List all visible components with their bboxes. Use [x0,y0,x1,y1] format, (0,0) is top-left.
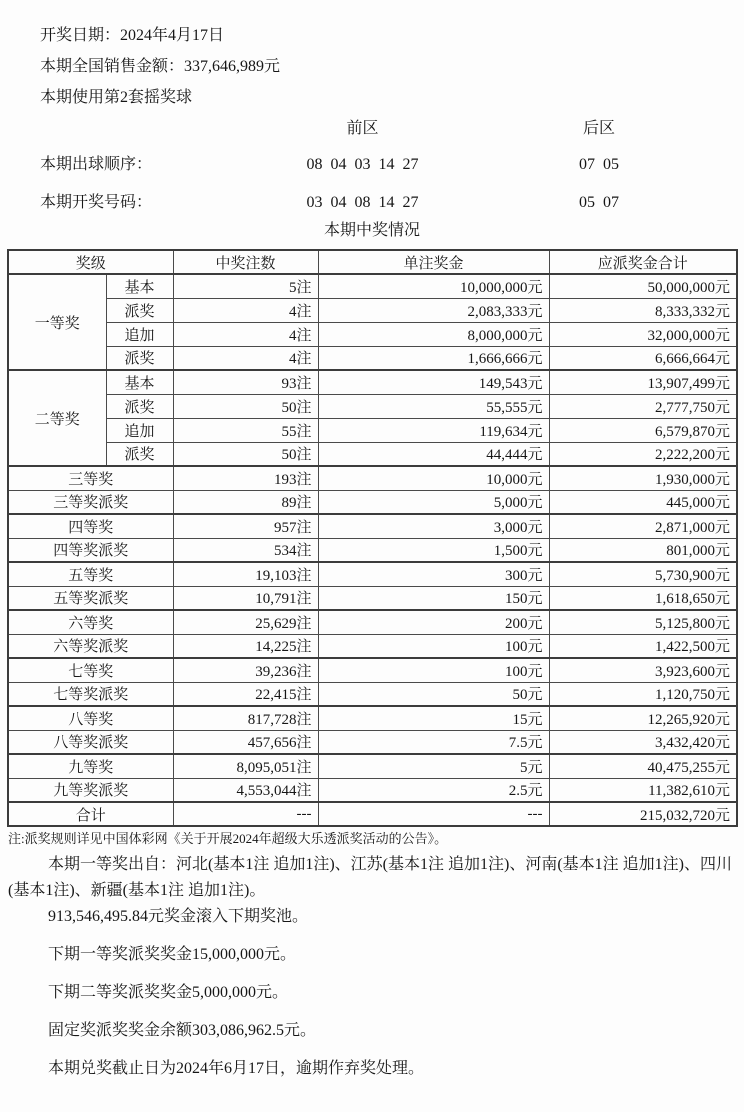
ball-order-front-numbers: 08 04 03 14 27 [306,156,419,173]
winners-count-cell: 457,656注 [173,730,318,754]
prize-table-header-single-prize: 单注奖金 [318,250,549,274]
prize-subtype-label: 追加 [106,418,173,442]
table-row [8,730,737,754]
single-prize-cell: 100元 [318,658,549,682]
winners-count-cell: 193注 [173,466,318,490]
total-prize-cell: 6,666,664元 [549,346,737,370]
winning-numbers-label: 本期开奖号码： [40,194,153,211]
prize-subtype-label: 基本 [106,370,173,394]
total-prize-cell: 801,000元 [549,538,737,562]
total-prize-cell: 2,871,000元 [549,514,737,538]
table-row [8,394,737,418]
prize-level-label: 六等奖派奖 [8,634,173,658]
table-row [8,802,737,826]
rollover-amount-paragraph: 913,546,495.84元奖金滚入下期奖池。 [48,908,309,925]
winners-count-cell: 4注 [173,298,318,322]
single-prize-cell: 300元 [318,562,549,586]
table-row [8,418,737,442]
winners-count-cell: 817,728注 [173,706,318,730]
winners-count-cell: 534注 [173,538,318,562]
first-prize-origin-paragraph: 本期一等奖出自：河北(基本1注 追加1注)、江苏(基本1注 追加1注)、河南(基本1注 追加1注)、四川(基本1注)、新疆(基本1注 追加1注)。 [8,856,732,899]
sales-amount-line: 本期全国销售金额：337,646,989元 [40,58,281,75]
table-row [8,322,737,346]
winners-count-cell: 50注 [173,394,318,418]
winning-front-numbers: 03 04 08 14 27 [306,194,419,211]
prize-subtype-label: 派奖 [106,442,173,466]
prize-level-label: 四等奖派奖 [8,538,173,562]
total-prize-cell: 3,432,420元 [549,730,737,754]
table-row [8,490,737,514]
table-row [8,610,737,634]
zone-header-spacer [40,119,255,139]
prize-table-header-total-prize: 应派奖金合计 [549,250,737,274]
total-prize-cell: 12,265,920元 [549,706,737,730]
prize-table [7,249,738,827]
total-prize-cell: 5,730,900元 [549,562,737,586]
prize-level-label: 七等奖派奖 [8,682,173,706]
prize-table-body [8,274,737,826]
table-row [8,706,737,730]
winners-count-cell: 4,553,044注 [173,778,318,802]
total-prize-cell: 8,333,332元 [549,298,737,322]
table-row [8,682,737,706]
winners-count-cell: 14,225注 [173,634,318,658]
single-prize-cell: 119,634元 [318,418,549,442]
prize-level-label: 四等奖 [8,514,173,538]
single-prize-cell: 5元 [318,754,549,778]
single-prize-cell: --- [318,802,549,826]
total-prize-cell: 1,618,650元 [549,586,737,610]
fixed-prize-balance-paragraph: 固定奖派奖奖金余额303,086,962.5元。 [48,1022,317,1039]
prize-level-label: 三等奖派奖 [8,490,173,514]
prize-tier-label: 一等奖 [8,274,106,370]
table-row [8,370,737,394]
table-row [8,562,737,586]
single-prize-cell: 10,000,000元 [318,274,549,298]
single-prize-cell: 150元 [318,586,549,610]
single-prize-cell: 2,083,333元 [318,298,549,322]
total-prize-cell: 5,125,800元 [549,610,737,634]
total-prize-cell: 50,000,000元 [549,274,737,298]
winners-count-cell: 19,103注 [173,562,318,586]
single-prize-cell: 1,500元 [318,538,549,562]
single-prize-cell: 8,000,000元 [318,322,549,346]
prize-level-label: 五等奖派奖 [8,586,173,610]
ball-set-line: 本期使用第2套摇奖球 [40,89,193,106]
winners-count-cell: 5注 [173,274,318,298]
total-prize-cell: 1,422,500元 [549,634,737,658]
single-prize-cell: 50元 [318,682,549,706]
winners-count-cell: 4注 [173,322,318,346]
winning-back-numbers: 05 07 [579,194,619,211]
single-prize-cell: 55,555元 [318,394,549,418]
total-prize-cell: 2,222,200元 [549,442,737,466]
single-prize-cell: 149,543元 [318,370,549,394]
winners-count-cell: 93注 [173,370,318,394]
single-prize-cell: 3,000元 [318,514,549,538]
zone-header-row [0,119,744,139]
total-prize-cell: 1,930,000元 [549,466,737,490]
table-row [8,514,737,538]
total-prize-cell: 1,120,750元 [549,682,737,706]
prize-level-label: 九等奖派奖 [8,778,173,802]
prize-level-label: 三等奖 [8,466,173,490]
table-row [8,586,737,610]
back-zone-label: 后区 [582,120,615,137]
ball-order-label: 本期出球顺序： [40,156,153,173]
total-prize-cell: 3,923,600元 [549,658,737,682]
winners-count-cell: 22,415注 [173,682,318,706]
table-row [8,298,737,322]
prize-subtype-label: 基本 [106,274,173,298]
single-prize-cell: 7.5元 [318,730,549,754]
front-zone-label: 前区 [346,120,379,137]
single-prize-cell: 100元 [318,634,549,658]
table-row [8,274,737,298]
table-row [8,442,737,466]
single-prize-cell: 200元 [318,610,549,634]
prize-level-label: 五等奖 [8,562,173,586]
total-prize-cell: 2,777,750元 [549,394,737,418]
table-row [8,754,737,778]
ball-order-row [0,155,744,175]
winners-count-cell: 25,629注 [173,610,318,634]
total-prize-cell: 445,000元 [549,490,737,514]
claim-deadline-paragraph: 本期兑奖截止日为2024年6月17日，逾期作弃奖处理。 [48,1060,425,1077]
total-prize-cell: 40,475,255元 [549,754,737,778]
total-prize-cell: 11,382,610元 [549,778,737,802]
rule-note: 注:派奖规则详见中国体彩网《关于开展2024年超级大乐透派奖活动的公告》。 [8,831,448,846]
winners-count-cell: 89注 [173,490,318,514]
single-prize-cell: 44,444元 [318,442,549,466]
prize-table-header-count: 中奖注数 [173,250,318,274]
draw-date-line: 开奖日期：2024年4月17日 [40,27,225,44]
winners-count-cell: --- [173,802,318,826]
next-first-prize-bonus-paragraph: 下期一等奖派奖奖金15,000,000元。 [48,946,297,963]
prize-level-label: 七等奖 [8,658,173,682]
table-row [8,538,737,562]
prize-table-title: 本期中奖情况 [323,222,420,239]
prize-level-label: 合计 [8,802,173,826]
single-prize-cell: 10,000元 [318,466,549,490]
winners-count-cell: 4注 [173,346,318,370]
prize-level-label: 八等奖派奖 [8,730,173,754]
winners-count-cell: 55注 [173,418,318,442]
prize-level-label: 九等奖 [8,754,173,778]
prize-level-label: 六等奖 [8,610,173,634]
table-row [8,634,737,658]
winning-numbers-row [0,193,744,213]
prize-subtype-label: 派奖 [106,394,173,418]
single-prize-cell: 1,666,666元 [318,346,549,370]
total-prize-cell: 32,000,000元 [549,322,737,346]
total-prize-cell: 13,907,499元 [549,370,737,394]
table-row [8,346,737,370]
prize-subtype-label: 派奖 [106,298,173,322]
prize-subtype-label: 追加 [106,322,173,346]
total-prize-cell: 215,032,720元 [549,802,737,826]
winners-count-cell: 50注 [173,442,318,466]
single-prize-cell: 15元 [318,706,549,730]
total-prize-cell: 6,579,870元 [549,418,737,442]
prize-table-header-row [8,250,737,274]
table-row [8,466,737,490]
prize-subtype-label: 派奖 [106,346,173,370]
prize-level-label: 八等奖 [8,706,173,730]
table-row [8,778,737,802]
single-prize-cell: 2.5元 [318,778,549,802]
winners-count-cell: 39,236注 [173,658,318,682]
next-second-prize-bonus-paragraph: 下期二等奖派奖奖金5,000,000元。 [48,984,289,1001]
ball-order-back-numbers: 07 05 [579,156,619,173]
winners-count-cell: 957注 [173,514,318,538]
winners-count-cell: 10,791注 [173,586,318,610]
winners-count-cell: 8,095,051注 [173,754,318,778]
table-row [8,658,737,682]
prize-tier-label: 二等奖 [8,370,106,466]
prize-table-header-level: 奖级 [8,250,173,274]
single-prize-cell: 5,000元 [318,490,549,514]
